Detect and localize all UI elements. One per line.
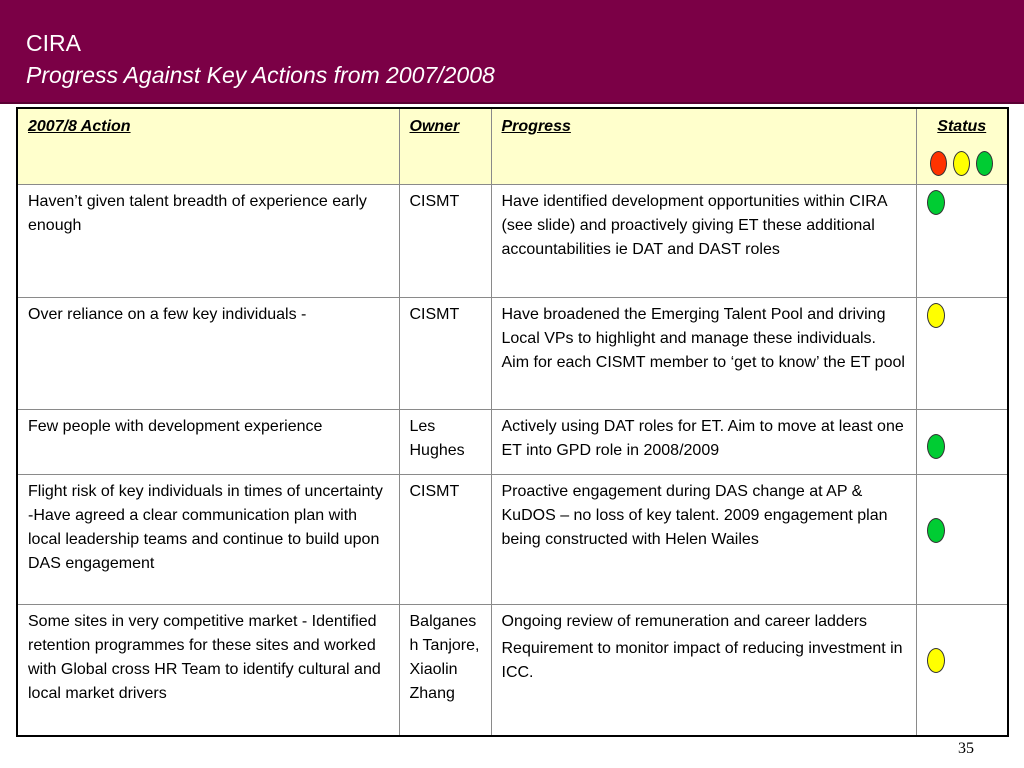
owner-cell: CISMT: [399, 475, 491, 605]
page-number: 35: [958, 740, 974, 757]
status-cell: [916, 185, 1008, 298]
progress-cell: [491, 475, 916, 605]
column-header-owner: Owner: [399, 108, 491, 185]
table-row: [17, 605, 1008, 736]
progress-text: Ongoing review of remuneration and career ladders: [501, 613, 868, 630]
status-cell: [916, 475, 1008, 605]
status-cell: [916, 605, 1008, 736]
green-status-icon: [927, 518, 945, 543]
table-row: [17, 475, 1008, 605]
progress-text: Proactive engagement during DAS change at AP & KuDOS – no loss of key talent. 2009 engagement plan being constructed with Helen Wailes: [501, 483, 888, 548]
yellow-status-icon: [953, 151, 970, 176]
status-cell: [916, 298, 1008, 410]
progress-cell: [491, 605, 916, 736]
action-cell: Haven’t given talent breadth of experience early enough: [17, 185, 399, 298]
progress-cell: [491, 185, 916, 298]
action-cell: Over reliance on a few key individuals -: [17, 298, 399, 410]
column-header-progress: Progress: [491, 108, 916, 185]
progress-cell: [491, 410, 916, 475]
owner-cell: Balganesh Tanjore, Xiaolin Zhang: [399, 605, 491, 736]
status-header-label: Status: [937, 118, 987, 135]
status-legend: [927, 151, 998, 176]
key-actions-table: [16, 107, 1009, 737]
progress-text: Have broadened the Emerging Talent Pool and driving Local VPs to highlight and manage these individuals. Aim for each CISMT member to ‘get to know’ the ET pool: [501, 306, 905, 371]
action-cell: Flight risk of key individuals in times of uncertainty -Have agreed a clear communication plan with local leadership teams and continue to build upon DAS engagement: [17, 475, 399, 605]
status-cell: [916, 410, 1008, 475]
table-row: [17, 298, 1008, 410]
progress-text: Actively using DAT roles for ET. Aim to move at least one ET into GPD role in 2008/2009: [501, 418, 904, 459]
column-header-action: 2007/8 Action: [17, 108, 399, 185]
progress-text: Requirement to monitor impact of reducing investment in ICC.: [501, 640, 903, 681]
owner-cell: CISMT: [399, 298, 491, 410]
slide-title: CIRA: [26, 30, 81, 56]
green-status-icon: [927, 434, 945, 459]
yellow-status-icon: [927, 648, 945, 673]
yellow-status-icon: [927, 303, 945, 328]
table-row: [17, 185, 1008, 298]
column-header-status: [916, 108, 1008, 185]
progress-text: Have identified development opportunities within CIRA (see slide) and proactively giving ET these additional accountabilities ie DAT and DAST roles: [501, 193, 887, 258]
owner-cell: CISMT: [399, 185, 491, 298]
action-cell: Some sites in very competitive market - Identified retention programmes for these sites and worked with Global cross HR Team to identify cultural and local market drivers: [17, 605, 399, 736]
table-row: [17, 410, 1008, 475]
progress-cell: [491, 298, 916, 410]
table-header-row: [17, 108, 1008, 185]
slide-subtitle: Progress Against Key Actions from 2007/2008: [26, 62, 495, 88]
green-status-icon: [927, 190, 945, 215]
green-status-icon: [976, 151, 993, 176]
slide-header: [0, 0, 1024, 104]
owner-cell: Les Hughes: [399, 410, 491, 475]
red-status-icon: [930, 151, 947, 176]
action-cell: Few people with development experience: [17, 410, 399, 475]
